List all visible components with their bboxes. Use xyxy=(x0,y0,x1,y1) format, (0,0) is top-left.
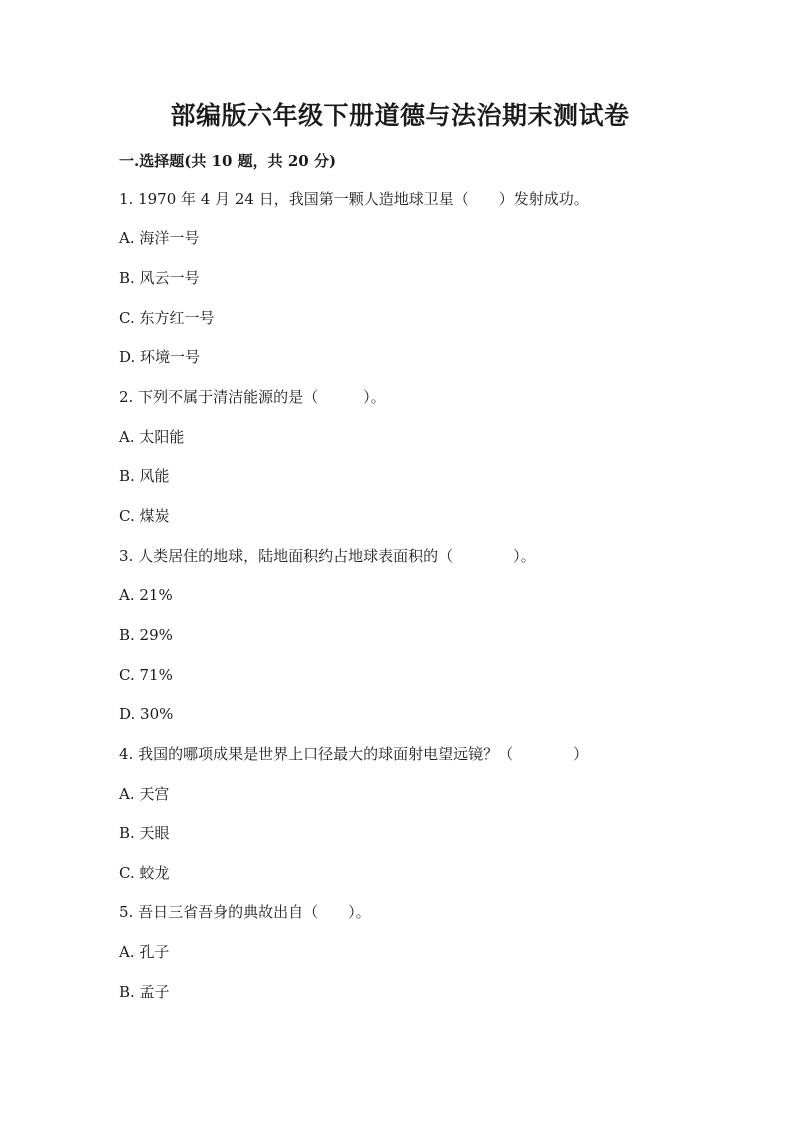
question-3-option-d: D. 30% xyxy=(119,705,174,723)
question-1-option-a: A. 海洋一号 xyxy=(119,229,200,247)
question-3-option-a: A. 21% xyxy=(119,586,173,604)
question-1-option-c: C. 东方红一号 xyxy=(119,309,215,327)
question-4-option-b: B. 天眼 xyxy=(119,824,170,842)
question-1-stem: 1. 1970 年 4 月 24 日，我国第一颗人造地球卫星（ ）发射成功。 xyxy=(119,190,589,208)
question-5-option-b: B. 孟子 xyxy=(119,983,170,1001)
question-5-stem: 5. 吾日三省吾身的典故出自（ ）。 xyxy=(119,903,371,921)
question-2-stem: 2. 下列不属于清洁能源的是（ ）。 xyxy=(119,388,386,406)
question-2-option-b: B. 风能 xyxy=(119,467,170,485)
section-heading: 一.选择题(共 10 题，共 20 分) xyxy=(119,152,337,170)
question-4-stem: 4. 我国的哪项成果是世界上口径最大的球面射电望远镜？（ ） xyxy=(119,745,589,763)
question-1-option-b: B. 风云一号 xyxy=(119,269,200,287)
question-1-option-d: D. 环境一号 xyxy=(119,348,201,366)
question-4-option-c: C. 蛟龙 xyxy=(119,864,170,882)
question-2-option-c: C. 煤炭 xyxy=(119,507,170,525)
exam-title: 部编版六年级下册道德与法治期末测试卷 xyxy=(170,101,630,130)
question-3-option-c: C. 71% xyxy=(119,666,173,684)
question-5-option-a: A. 孔子 xyxy=(119,943,170,961)
question-4-option-a: A. 天宫 xyxy=(119,785,170,803)
question-3-option-b: B. 29% xyxy=(119,626,173,644)
question-2-option-a: A. 太阳能 xyxy=(119,428,185,446)
question-3-stem: 3. 人类居住的地球，陆地面积约占地球表面积的（ ）。 xyxy=(119,547,536,565)
